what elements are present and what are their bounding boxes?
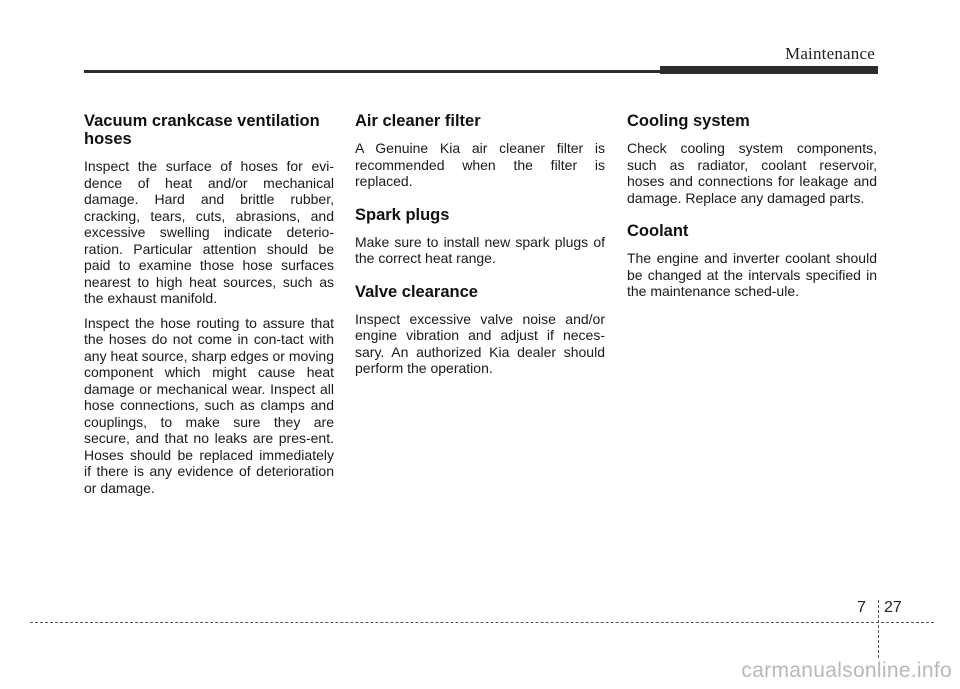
column-3 <box>627 108 877 316</box>
section-heading: Valve clearance <box>355 282 478 301</box>
section-paragraph: Check cooling system components, such as radiator, coolant reservoir, hoses and connections for leakage and damage. Replace any damaged parts. <box>627 140 877 206</box>
header-rule-thick <box>660 66 878 74</box>
section-paragraph: Inspect the hose routing to assure that the hoses do not come in con-tact with any heat source, sharp edges or moving component which might cause heat damage or mechanical wear. Inspect all hose connections, such as clamps and couplings, to make sure they are secure, and that no leaks are pres-ent. Hoses should be replaced immediately if there is any evidence of deterioration or damage. <box>84 314 334 496</box>
section-paragraph: Inspect excessive valve noise and/or engine vibration and adjust if neces-sary. An authorized Kia dealer should perform the operation. <box>355 310 605 376</box>
section-valve-clearance <box>355 283 605 377</box>
section-heading: Vacuum crankcase ventilation hoses <box>84 112 320 148</box>
section-air-cleaner-filter <box>355 112 605 190</box>
chapter-number: 7 <box>857 599 866 616</box>
footer-dashed-rule <box>30 622 934 623</box>
section-cooling-system <box>627 112 877 206</box>
header-title: Maintenance <box>785 44 875 63</box>
section-paragraph: A Genuine Kia air cleaner filter is recommended when the filter is replaced. <box>355 140 605 189</box>
page-number: 27 <box>884 599 902 616</box>
section-paragraph: Make sure to install new spark plugs of the correct heat range. <box>355 233 605 266</box>
section-heading: Air cleaner filter <box>355 112 481 130</box>
watermark: carmanualsonline.info <box>741 659 952 682</box>
column-1 <box>84 108 334 510</box>
header-rule-thin <box>84 70 664 73</box>
column-2 <box>355 108 605 393</box>
section-paragraph: The engine and inverter coolant should be changed at the intervals specified in the maintenance sched-ule. <box>627 250 877 299</box>
section-heading: Coolant <box>627 222 689 240</box>
section-vacuum-crankcase-hoses <box>84 112 334 496</box>
section-heading: Cooling system <box>627 112 750 130</box>
section-spark-plugs <box>355 206 605 267</box>
section-coolant <box>627 222 877 300</box>
section-heading: Spark plugs <box>355 205 450 224</box>
footer-dashed-divider <box>878 600 879 658</box>
section-paragraph: Inspect the surface of hoses for evi-dence of heat and/or mechanical damage. Hard and brittle rubber, cracking, tears, cuts, abrasions, and excessive swelling indicate deterio-ration. Particular attention should be paid to examine those hose surfaces nearest to high heat sources, such as the exhaust manifold. <box>84 158 334 306</box>
